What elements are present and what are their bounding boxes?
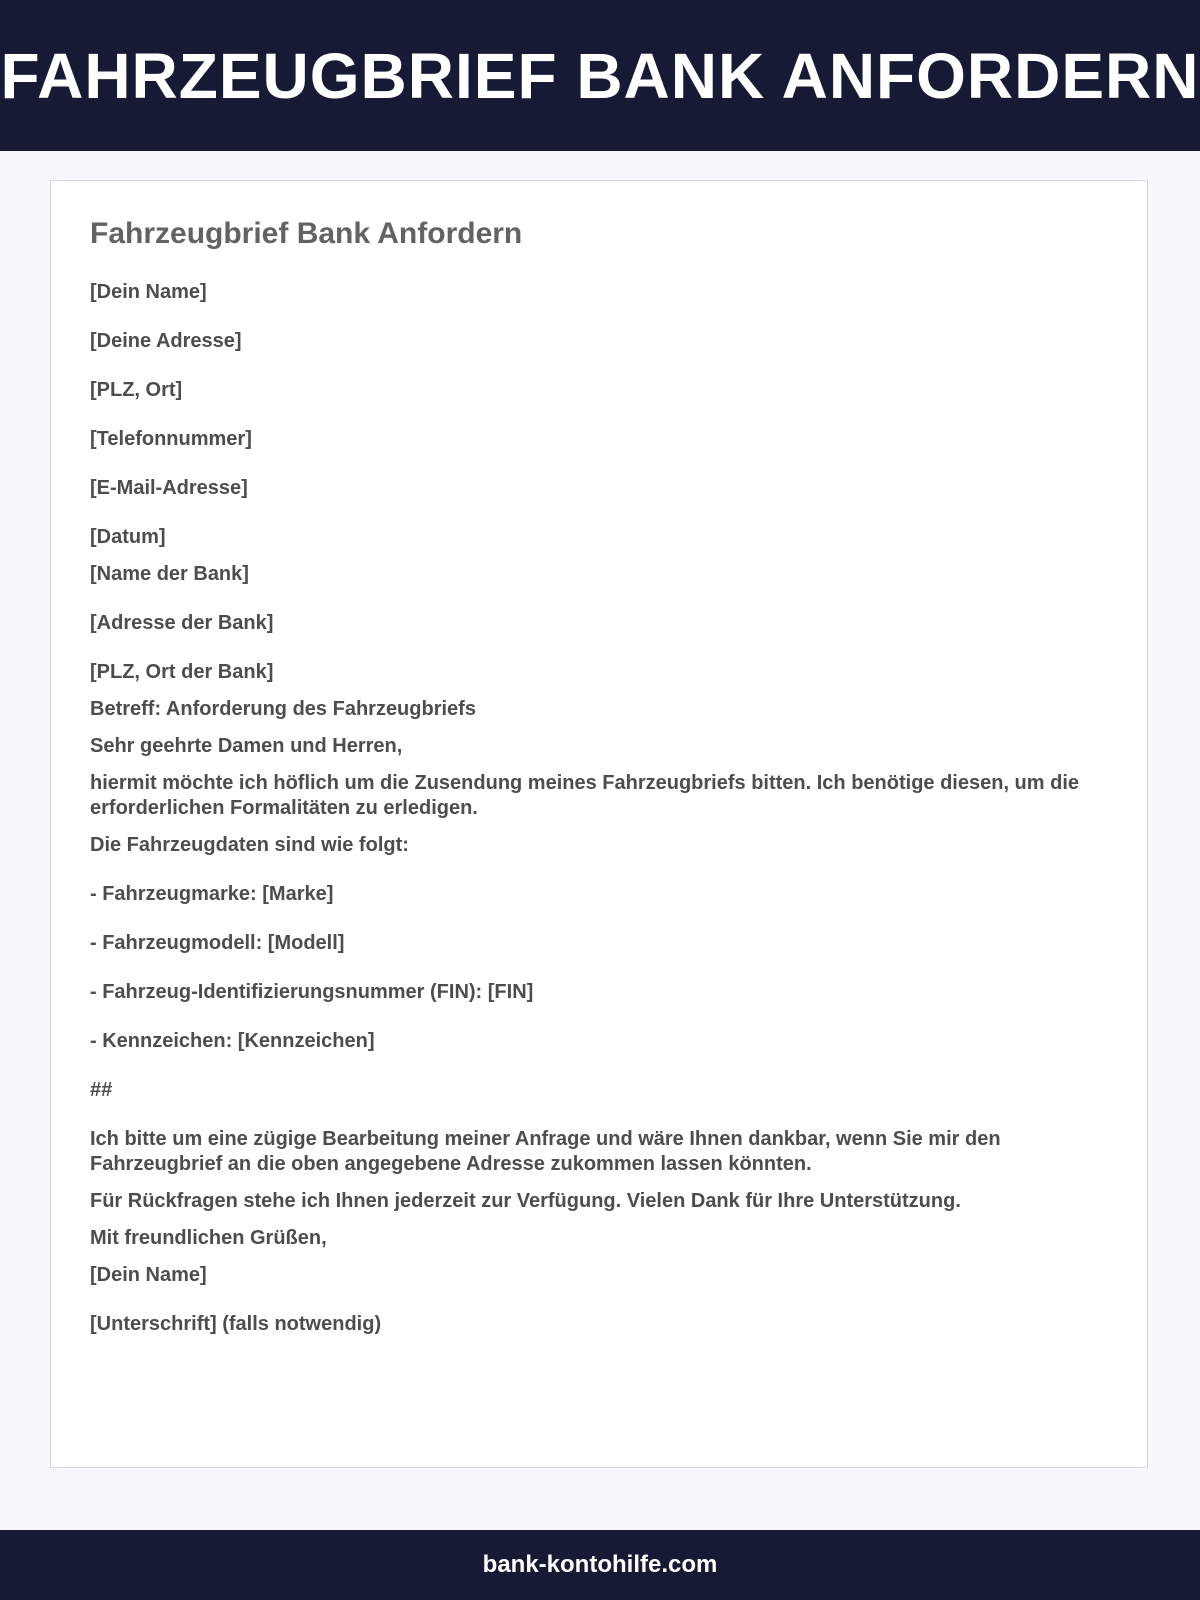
recipient-name: [Name der Bank] <box>90 563 249 585</box>
letter-closing: Mit freundlichen Grüßen, <box>90 1227 327 1249</box>
signature-line: [Unterschrift] (falls notwendig) <box>90 1313 382 1335</box>
letter-subject: Betreff: Anforderung des Fahrzeugbriefs <box>90 698 476 720</box>
letter-request-paragraph: Ich bitte um eine zügige Bearbeitung meiner Anfrage und wäre Ihnen dankbar, wenn Sie mir den Fahrzeugbrief an die oben angegebene Adresse zukommen lassen könnten. <box>90 1128 1001 1175</box>
sender-address: [Deine Adresse] <box>90 330 242 352</box>
letter-date: [Datum] <box>90 526 166 548</box>
page-header <box>0 0 1200 151</box>
document-title: Fahrzeugbrief Bank Anfordern <box>90 217 523 250</box>
vehicle-item-plate: - Kennzeichen: [Kennzeichen] <box>90 1030 375 1052</box>
letter-thanks-paragraph: Für Rückfragen stehe ich Ihnen jederzeit zur Verfügung. Vielen Dank für Ihre Unterstützung. <box>90 1190 961 1212</box>
letter-intro-paragraph: hiermit möchte ich höflich um die Zusendung meines Fahrzeugbriefs bitten. Ich benötige diesen, um die erforderlichen Formalitäten zu erledigen. <box>90 772 1080 819</box>
sender-email: [E-Mail-Adresse] <box>90 477 248 499</box>
page-footer <box>0 1530 1200 1600</box>
sender-phone: [Telefonnummer] <box>90 428 252 450</box>
vehicle-item-brand: - Fahrzeugmarke: [Marke] <box>90 883 334 905</box>
vehicle-item-fin: - Fahrzeug-Identifizierungsnummer (FIN): [FIN] <box>90 981 534 1003</box>
letter-salutation: Sehr geehrte Damen und Herren, <box>90 735 403 757</box>
signature-name: [Dein Name] <box>90 1264 207 1286</box>
vehicle-item-model: - Fahrzeugmodell: [Modell] <box>90 932 345 954</box>
recipient-city: [PLZ, Ort der Bank] <box>90 661 274 683</box>
sender-city: [PLZ, Ort] <box>90 379 183 401</box>
recipient-address: [Adresse der Bank] <box>90 612 274 634</box>
page-title: FAHRZEUGBRIEF BANK ANFORDERN <box>0 39 1200 112</box>
section-separator: ## <box>90 1079 113 1101</box>
sender-name: [Dein Name] <box>90 281 207 303</box>
vehicle-data-intro: Die Fahrzeugdaten sind wie folgt: <box>90 834 409 856</box>
footer-site-name: bank-kontohilfe.com <box>482 1551 718 1578</box>
